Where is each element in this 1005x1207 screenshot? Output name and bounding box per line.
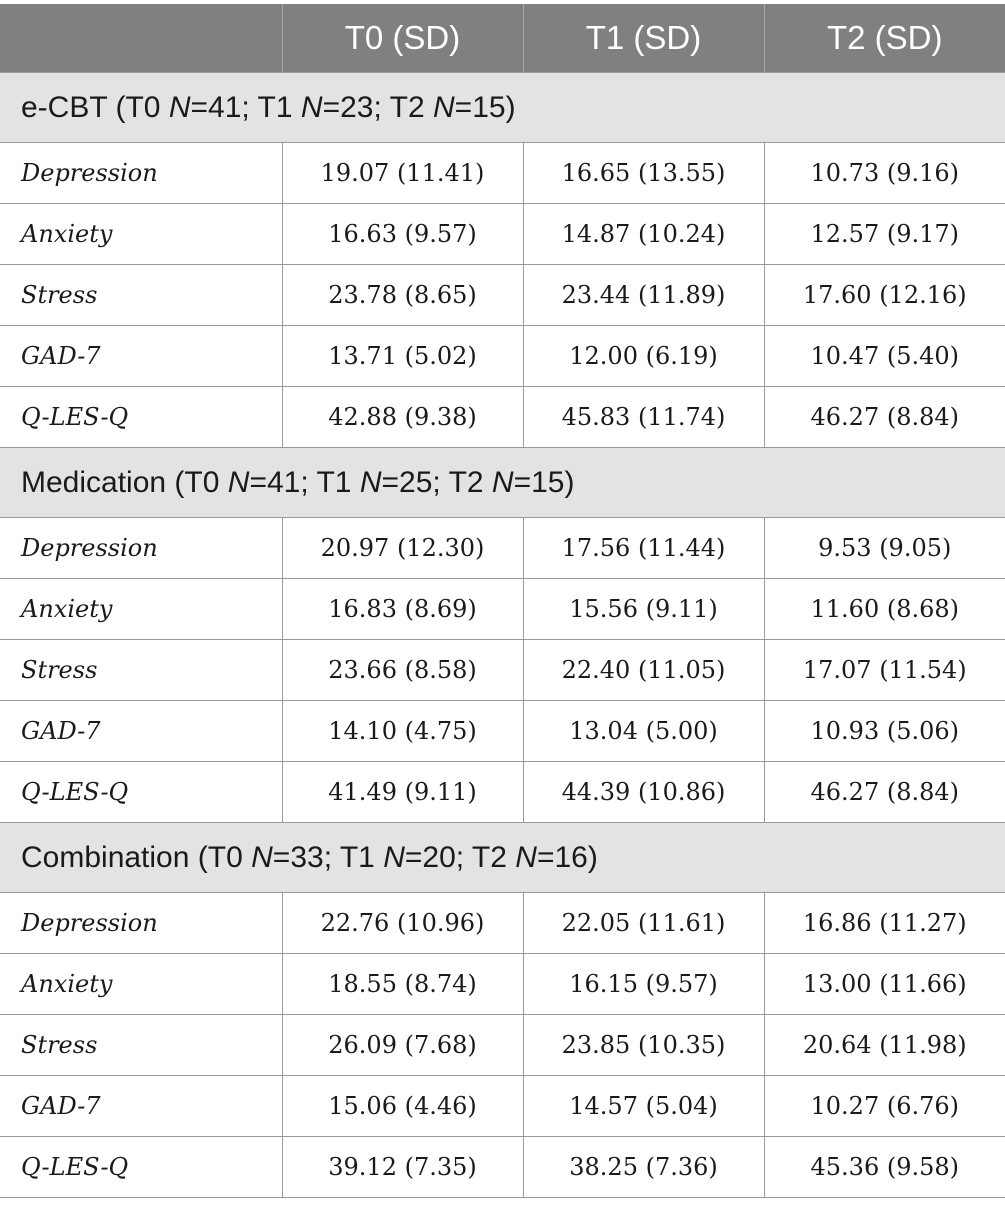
group-header-cell: Medication (T0 N=41; T1 N=25; T2 N=15)	[0, 448, 1005, 518]
table-header-row	[0, 4, 1005, 73]
table-row	[0, 1076, 1005, 1137]
group-header-cell: Combination (T0 N=33; T1 N=20; T2 N=16)	[0, 823, 1005, 893]
cell-t0: 41.49 (9.11)	[282, 762, 523, 823]
header-empty-cell	[0, 4, 282, 73]
cell-t1: 14.57 (5.04)	[523, 1076, 764, 1137]
cell-t1: 23.44 (11.89)	[523, 265, 764, 326]
group-t2-label: T2	[389, 90, 425, 124]
group-header-row	[0, 73, 1005, 143]
group-n-symbol: N	[359, 465, 382, 499]
group-t0-label: T0	[207, 840, 243, 874]
group-n-symbol: N	[227, 465, 250, 499]
row-label-cell: Stress	[0, 640, 282, 701]
cell-t0: 23.66 (8.58)	[282, 640, 523, 701]
cell-t2: 46.27 (8.84)	[764, 387, 1005, 448]
group-t2-n: 15	[531, 465, 565, 499]
group-t1-n: 20	[422, 840, 456, 874]
group-header-row	[0, 823, 1005, 893]
group-header-cell: e-CBT (T0 N=41; T1 N=23; T2 N=15)	[0, 73, 1005, 143]
cell-t2: 17.60 (12.16)	[764, 265, 1005, 326]
cell-t1: 22.05 (11.61)	[523, 893, 764, 954]
cell-t0: 42.88 (9.38)	[282, 387, 523, 448]
row-label-cell: Anxiety	[0, 954, 282, 1015]
table-body	[0, 73, 1005, 1198]
cell-t0: 26.09 (7.68)	[282, 1015, 523, 1076]
group-n-symbol: N	[491, 465, 514, 499]
cell-t2: 9.53 (9.05)	[764, 518, 1005, 579]
group-n-symbol: N	[251, 840, 273, 874]
group-n-symbol: N	[432, 90, 455, 124]
cell-t0: 19.07 (11.41)	[282, 143, 523, 204]
cell-t1: 22.40 (11.05)	[523, 640, 764, 701]
header-t0: T0 (SD)	[282, 4, 523, 73]
row-label-cell: Stress	[0, 1015, 282, 1076]
header-t1: T1 (SD)	[523, 4, 764, 73]
cell-t2: 13.00 (11.66)	[764, 954, 1005, 1015]
cell-t1: 16.65 (13.55)	[523, 143, 764, 204]
group-t1-n: 23	[340, 90, 374, 124]
table-row	[0, 954, 1005, 1015]
group-t0-label: T0	[184, 465, 220, 499]
group-name: Medication	[21, 465, 167, 499]
table-row	[0, 204, 1005, 265]
row-label-cell: Depression	[0, 518, 282, 579]
cell-t0: 22.76 (10.96)	[282, 893, 523, 954]
cell-t0: 20.97 (12.30)	[282, 518, 523, 579]
cell-t1: 13.04 (5.00)	[523, 701, 764, 762]
row-label-cell: Anxiety	[0, 204, 282, 265]
cell-t1: 14.87 (10.24)	[523, 204, 764, 265]
group-t0-n: 33	[290, 840, 324, 874]
row-label-cell: Q-LES-Q	[0, 762, 282, 823]
group-t0-label: T0	[125, 90, 161, 124]
cell-t2: 10.73 (9.16)	[764, 143, 1005, 204]
cell-t2: 10.27 (6.76)	[764, 1076, 1005, 1137]
group-t1-label: T1	[316, 465, 352, 499]
results-table	[0, 4, 1005, 1198]
group-name: e-CBT	[21, 90, 108, 124]
cell-t0: 13.71 (5.02)	[282, 326, 523, 387]
table-row	[0, 1015, 1005, 1076]
cell-t0: 16.63 (9.57)	[282, 204, 523, 265]
row-label-cell: Depression	[0, 893, 282, 954]
header-t2: T2 (SD)	[764, 4, 1005, 73]
table-row	[0, 387, 1005, 448]
table-row	[0, 1137, 1005, 1198]
row-label-cell: Depression	[0, 143, 282, 204]
table-row	[0, 326, 1005, 387]
cell-t2: 16.86 (11.27)	[764, 893, 1005, 954]
cell-t0: 16.83 (8.69)	[282, 579, 523, 640]
cell-t0: 18.55 (8.74)	[282, 954, 523, 1015]
group-header-row	[0, 448, 1005, 518]
group-t1-label: T1	[257, 90, 293, 124]
group-t1-label: T1	[339, 840, 375, 874]
row-label-cell: Stress	[0, 265, 282, 326]
cell-t1: 44.39 (10.86)	[523, 762, 764, 823]
cell-t1: 17.56 (11.44)	[523, 518, 764, 579]
cell-t2: 10.93 (5.06)	[764, 701, 1005, 762]
cell-t0: 23.78 (8.65)	[282, 265, 523, 326]
group-t2-n: 16	[554, 840, 588, 874]
cell-t2: 20.64 (11.98)	[764, 1015, 1005, 1076]
table-row	[0, 143, 1005, 204]
row-label-cell: Q-LES-Q	[0, 387, 282, 448]
cell-t2: 45.36 (9.58)	[764, 1137, 1005, 1198]
cell-t1: 23.85 (10.35)	[523, 1015, 764, 1076]
group-n-symbol: N	[383, 840, 405, 874]
group-n-symbol: N	[515, 840, 537, 874]
cell-t0: 14.10 (4.75)	[282, 701, 523, 762]
row-label-cell: GAD-7	[0, 1076, 282, 1137]
group-t2-label: T2	[471, 840, 507, 874]
cell-t0: 15.06 (4.46)	[282, 1076, 523, 1137]
row-label-cell: Anxiety	[0, 579, 282, 640]
group-n-symbol: N	[168, 90, 191, 124]
cell-t2: 11.60 (8.68)	[764, 579, 1005, 640]
cell-t1: 12.00 (6.19)	[523, 326, 764, 387]
row-label-cell: Q-LES-Q	[0, 1137, 282, 1198]
row-label-cell: GAD-7	[0, 701, 282, 762]
cell-t1: 45.83 (11.74)	[523, 387, 764, 448]
table-row	[0, 265, 1005, 326]
cell-t2: 17.07 (11.54)	[764, 640, 1005, 701]
cell-t2: 12.57 (9.17)	[764, 204, 1005, 265]
table-row	[0, 893, 1005, 954]
cell-t1: 15.56 (9.11)	[523, 579, 764, 640]
group-name: Combination	[21, 840, 190, 874]
group-t0-n: 41	[266, 465, 301, 499]
table-row	[0, 701, 1005, 762]
group-t1-n: 25	[399, 465, 433, 499]
table-row	[0, 640, 1005, 701]
cell-t1: 38.25 (7.36)	[523, 1137, 764, 1198]
cell-t1: 16.15 (9.57)	[523, 954, 764, 1015]
table-row	[0, 762, 1005, 823]
group-t0-n: 41	[208, 90, 242, 124]
group-t2-n: 15	[472, 90, 506, 124]
table-row	[0, 579, 1005, 640]
group-t2-label: T2	[448, 465, 484, 499]
row-label-cell: GAD-7	[0, 326, 282, 387]
table-row	[0, 518, 1005, 579]
group-n-symbol: N	[300, 90, 323, 124]
cell-t0: 39.12 (7.35)	[282, 1137, 523, 1198]
cell-t2: 46.27 (8.84)	[764, 762, 1005, 823]
cell-t2: 10.47 (5.40)	[764, 326, 1005, 387]
